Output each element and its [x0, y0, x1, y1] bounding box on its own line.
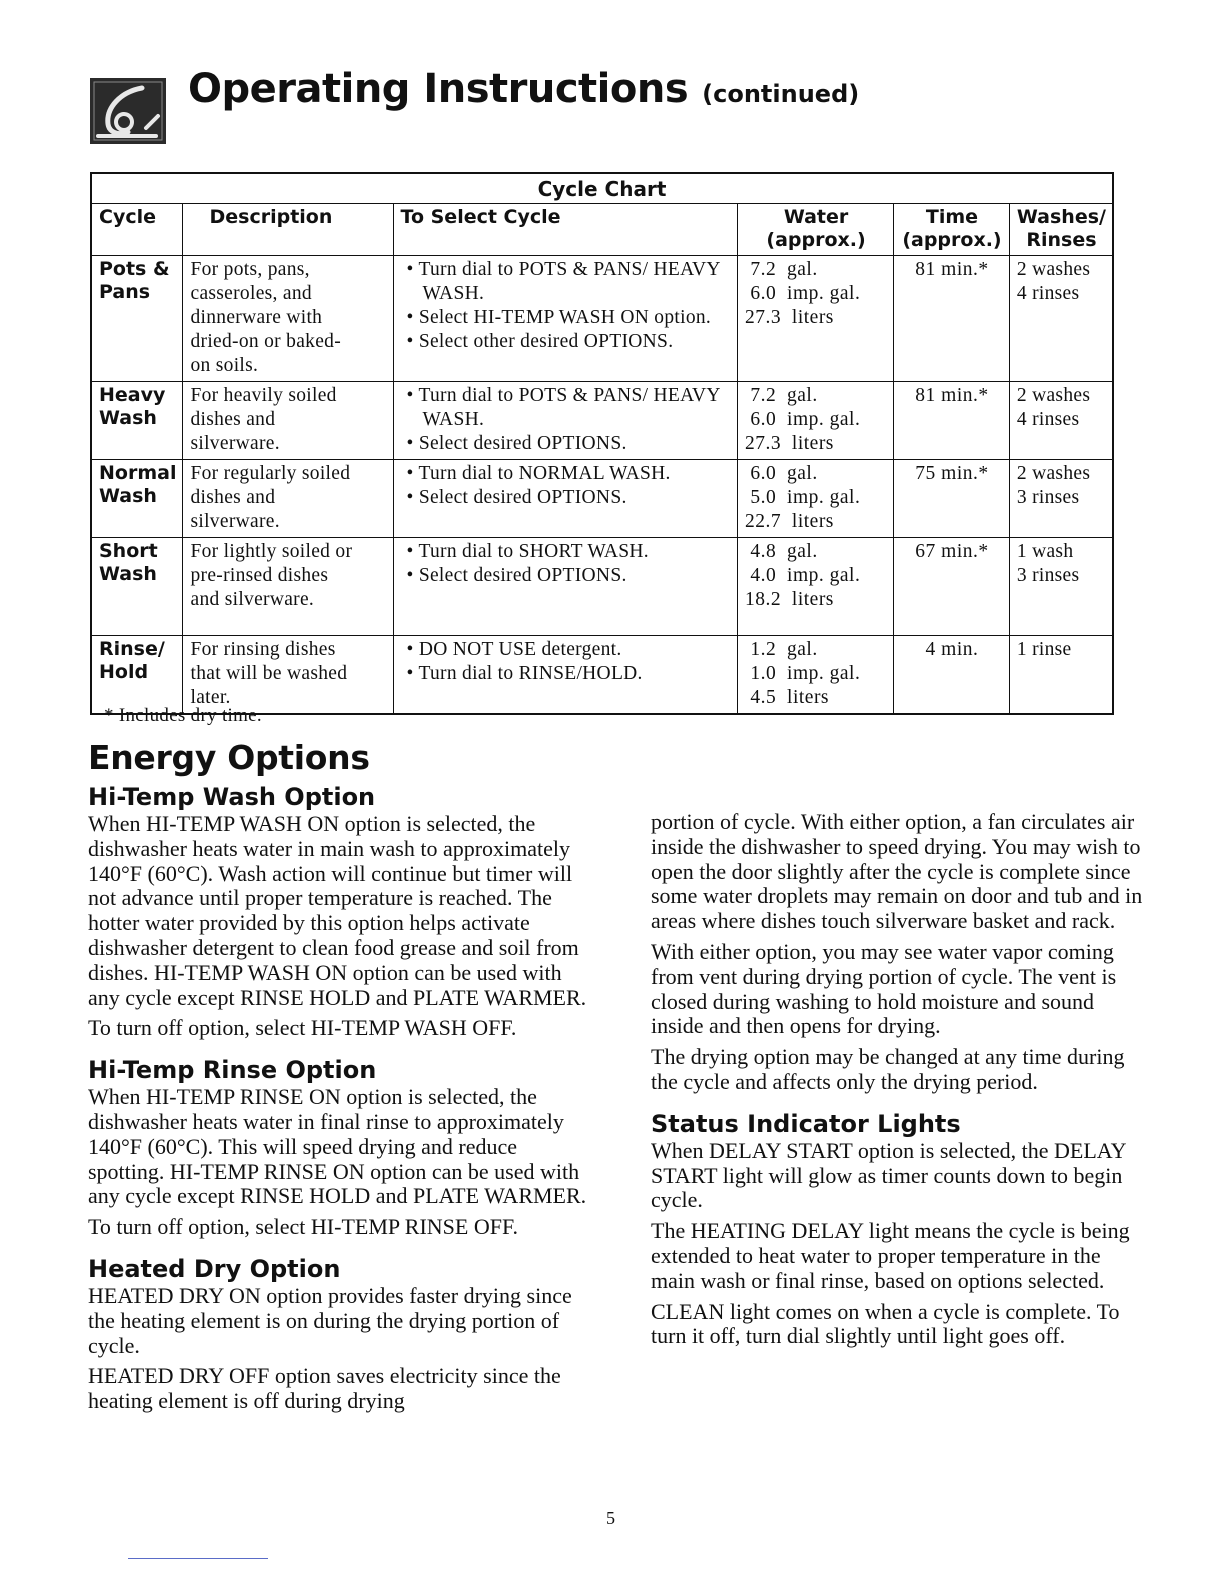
cycle-select-steps — [393, 382, 738, 460]
water-vapor-paragraph: With either option, you may see water vapor coming from vent during drying portion of cycle. The vent is closed during washing to hold moisture and sound inside and then opens for drying. — [651, 938, 1117, 1039]
cycle-washes-rinses — [1009, 538, 1113, 636]
description-line: silverware. — [190, 433, 280, 454]
cycle-description — [183, 382, 393, 460]
cycle-time: 4 min. — [894, 636, 1010, 715]
cycle-description — [183, 538, 393, 636]
page-title — [188, 66, 859, 112]
select-step: • Turn dial to SHORT WASH. — [406, 541, 649, 562]
header-water-line1: Water — [783, 206, 849, 228]
header-wr-line1: Washes/ — [1016, 206, 1106, 228]
table-header-row — [91, 204, 1113, 256]
water-imp-gal: 5.0 imp. gal. — [745, 487, 861, 508]
cycle-washes-rinses — [1009, 636, 1113, 715]
cycle-name-line2: Wash — [99, 485, 157, 507]
cycle-name — [91, 636, 183, 715]
description-line: pre-rinsed dishes — [190, 565, 329, 586]
washes-count: 1 wash — [1016, 541, 1074, 562]
description-line: and silverware. — [190, 589, 315, 610]
hi-temp-wash-off-paragraph: To turn off option, select HI-TEMP WASH OFF. — [88, 1015, 517, 1041]
cycle-chart-table — [90, 172, 1114, 715]
cycle-name-line2: Hold — [99, 661, 149, 683]
dishwasher-icon — [90, 78, 166, 144]
cycle-name-line1: Heavy — [99, 384, 166, 406]
page-number: 5 — [606, 1508, 615, 1528]
cycle-time: 75 min.* — [894, 460, 1010, 538]
clean-light-paragraph: CLEAN light comes on when a cycle is complete. To turn it off, turn dial slightly until light goes off. — [651, 1298, 1120, 1349]
cycle-name — [91, 538, 183, 636]
cycle-name — [91, 256, 183, 382]
header-select-label: To Select Cycle — [400, 206, 561, 228]
select-step: • Select desired OPTIONS. — [406, 433, 627, 454]
hi-temp-rinse-off-paragraph: To turn off option, select HI-TEMP RINSE OFF. — [88, 1214, 518, 1240]
rinses-count: 4 rinses — [1016, 283, 1080, 304]
rinses-count: 3 rinses — [1016, 487, 1080, 508]
water-imp-gal: 4.0 imp. gal. — [745, 565, 861, 586]
cycle-time: 67 min.* — [894, 538, 1010, 636]
section-heading-energy-options: Energy Options — [88, 738, 370, 777]
description-line: that will be washed — [190, 663, 348, 684]
title-text: Operating Instructions — [188, 66, 689, 112]
cycle-name-line1: Normal — [99, 462, 177, 484]
right-column — [651, 810, 1147, 1355]
cycle-name-line1: Short — [99, 540, 158, 562]
select-step: • DO NOT USE detergent. — [406, 639, 622, 660]
water-liters: 18.2 liters — [745, 589, 834, 610]
cycle-select-steps — [393, 460, 738, 538]
cycle-description — [183, 460, 393, 538]
header-water-line2: (approx.) — [766, 229, 866, 251]
cycle-name-line2: Wash — [99, 563, 157, 585]
select-step: • Select other desired OPTIONS. — [406, 331, 674, 352]
description-line: casseroles, and — [190, 283, 312, 304]
cycle-time: 81 min.* — [894, 256, 1010, 382]
select-step: • Select HI-TEMP WASH ON option. — [406, 307, 712, 328]
heated-dry-on-paragraph: HEATED DRY ON option provides faster drying since the heating element is on during the drying portion of cycle. — [88, 1282, 572, 1358]
hi-temp-rinse-paragraph: When HI-TEMP RINSE ON option is selected, the dishwasher heats water in final rinse to approximately 140°F (60°C). This will speed drying and reduce spotting. HI-TEMP RINSE ON option can be used with any cycle except RINSE HOLD and PLATE WARMER. — [88, 1084, 587, 1209]
water-gal: 7.2 gal. — [745, 259, 818, 280]
cycle-name-line1: Pots & — [99, 258, 170, 280]
table-footnote: * Includes dry time. — [104, 705, 262, 726]
washes-count: 2 washes — [1016, 463, 1091, 484]
table-row — [91, 538, 1113, 636]
table-row — [91, 256, 1113, 382]
cycle-name-line2: Wash — [99, 407, 157, 429]
cycle-water — [738, 538, 894, 636]
heading-status-indicator-lights: Status Indicator Lights — [651, 1109, 961, 1138]
header-wr-line2: Rinses — [1026, 229, 1097, 251]
heading-heated-dry: Heated Dry Option — [88, 1254, 341, 1283]
description-line: silverware. — [190, 511, 280, 532]
header-description-label: Description — [209, 206, 333, 228]
cycle-description — [183, 636, 393, 715]
water-imp-gal: 1.0 imp. gal. — [745, 663, 861, 684]
heading-hi-temp-wash: Hi-Temp Wash Option — [88, 783, 376, 811]
heading-hi-temp-rinse: Hi-Temp Rinse Option — [88, 1056, 377, 1085]
table-row — [91, 382, 1113, 460]
header-time — [894, 204, 1010, 256]
description-line: For heavily soiled — [190, 385, 337, 406]
select-step: • Turn dial to NORMAL WASH. — [406, 463, 671, 484]
description-line: later. — [190, 687, 231, 708]
header-select — [393, 204, 738, 256]
select-step: • Turn dial to POTS & PANS/ HEAVY WASH. — [406, 385, 720, 430]
washes-count: 2 washes — [1016, 259, 1091, 280]
water-liters: 27.3 liters — [745, 307, 834, 328]
select-step: • Turn dial to RINSE/HOLD. — [406, 663, 643, 684]
select-step: • Select desired OPTIONS. — [406, 565, 627, 586]
water-gal: 7.2 gal. — [745, 385, 818, 406]
cycle-washes-rinses — [1009, 382, 1113, 460]
rinses-count: 3 rinses — [1016, 565, 1080, 586]
header-time-line2: (approx.) — [902, 229, 1002, 251]
cycle-time: 81 min.* — [894, 382, 1010, 460]
drying-option-paragraph: The drying option may be changed at any time during the cycle and affects only the drying period. — [651, 1044, 1125, 1094]
select-step: • Select desired OPTIONS. — [406, 487, 627, 508]
description-line: For lightly soiled or — [190, 541, 353, 562]
heated-dry-continued-paragraph: portion of cycle. With either option, a fan circulates air inside the dishwasher to speed drying. You may wish to open the door slightly after the cycle is complete since some water droplets may remain on door and tub and in areas where dishes touch silverware basket and rack. — [651, 809, 1143, 934]
description-line: For regularly soiled — [190, 463, 351, 484]
cycle-washes-rinses — [1009, 256, 1113, 382]
table-row — [91, 460, 1113, 538]
description-line: For rinsing dishes — [190, 639, 336, 660]
heating-delay-paragraph: The HEATING DELAY light means the cycle is being extended to heat water to proper temperature in the main wash or final rinse, based on options selected. — [651, 1218, 1130, 1293]
water-gal: 4.8 gal. — [745, 541, 818, 562]
cycle-select-steps — [393, 538, 738, 636]
cycle-name-line2: Pans — [99, 281, 151, 303]
header-cycle — [91, 204, 183, 256]
cycle-water — [738, 636, 894, 715]
rinses-count: 4 rinses — [1016, 409, 1080, 430]
hi-temp-wash-paragraph: When HI-TEMP WASH ON option is selected, the dishwasher heats water in main wash to approximately 140°F (60°C). Wash action will continue but timer will not advance until proper temperature is reached. The hotter water provided by this option helps activate dishwasher detergent to clean food grease and soil from dishes. HI-TEMP WASH ON option can be used with any cycle except RINSE HOLD and PLATE WARMER. — [88, 811, 587, 1010]
water-imp-gal: 6.0 imp. gal. — [745, 283, 861, 304]
header-description — [183, 204, 393, 256]
description-line: on soils. — [190, 355, 259, 376]
cycle-water — [738, 256, 894, 382]
cycle-name — [91, 382, 183, 460]
cycle-description — [183, 256, 393, 382]
water-liters: 27.3 liters — [745, 433, 834, 454]
left-column — [88, 782, 588, 1420]
cycle-water — [738, 382, 894, 460]
delay-start-paragraph: When DELAY START option is selected, the DELAY START light will glow as timer counts down to begin cycle. — [651, 1137, 1126, 1213]
title-continued: (continued) — [702, 80, 860, 108]
rinses-count: 1 rinse — [1016, 639, 1072, 660]
table-caption: Cycle Chart — [91, 173, 1113, 204]
water-liters: 22.7 liters — [745, 511, 834, 532]
water-gal: 6.0 gal. — [745, 463, 818, 484]
water-liters: 4.5 liters — [745, 687, 830, 708]
table-row — [91, 636, 1113, 715]
cycle-select-steps — [393, 256, 738, 382]
heated-dry-off-paragraph: HEATED DRY OFF option saves electricity since the heating element is off during drying — [88, 1363, 561, 1414]
cycle-water — [738, 460, 894, 538]
cycle-washes-rinses — [1009, 460, 1113, 538]
description-line: dishes and — [190, 487, 276, 508]
cycle-name — [91, 460, 183, 538]
header-water — [738, 204, 894, 256]
cycle-name-line1: Rinse/ — [99, 638, 165, 660]
description-line: dried-on or baked- — [190, 331, 341, 352]
water-gal: 1.2 gal. — [745, 639, 818, 660]
washes-count: 2 washes — [1016, 385, 1091, 406]
bottom-rule — [128, 1558, 268, 1559]
select-step: • Turn dial to POTS & PANS/ HEAVY WASH. — [406, 259, 720, 304]
header-time-line1: Time — [925, 206, 979, 228]
header-cycle-label: Cycle — [99, 206, 156, 228]
description-line: dinnerware with — [190, 307, 323, 328]
description-line: For pots, pans, — [190, 259, 310, 280]
header-washes-rinses — [1009, 204, 1113, 256]
cycle-select-steps — [393, 636, 738, 715]
description-line: dishes and — [190, 409, 276, 430]
water-imp-gal: 6.0 imp. gal. — [745, 409, 861, 430]
